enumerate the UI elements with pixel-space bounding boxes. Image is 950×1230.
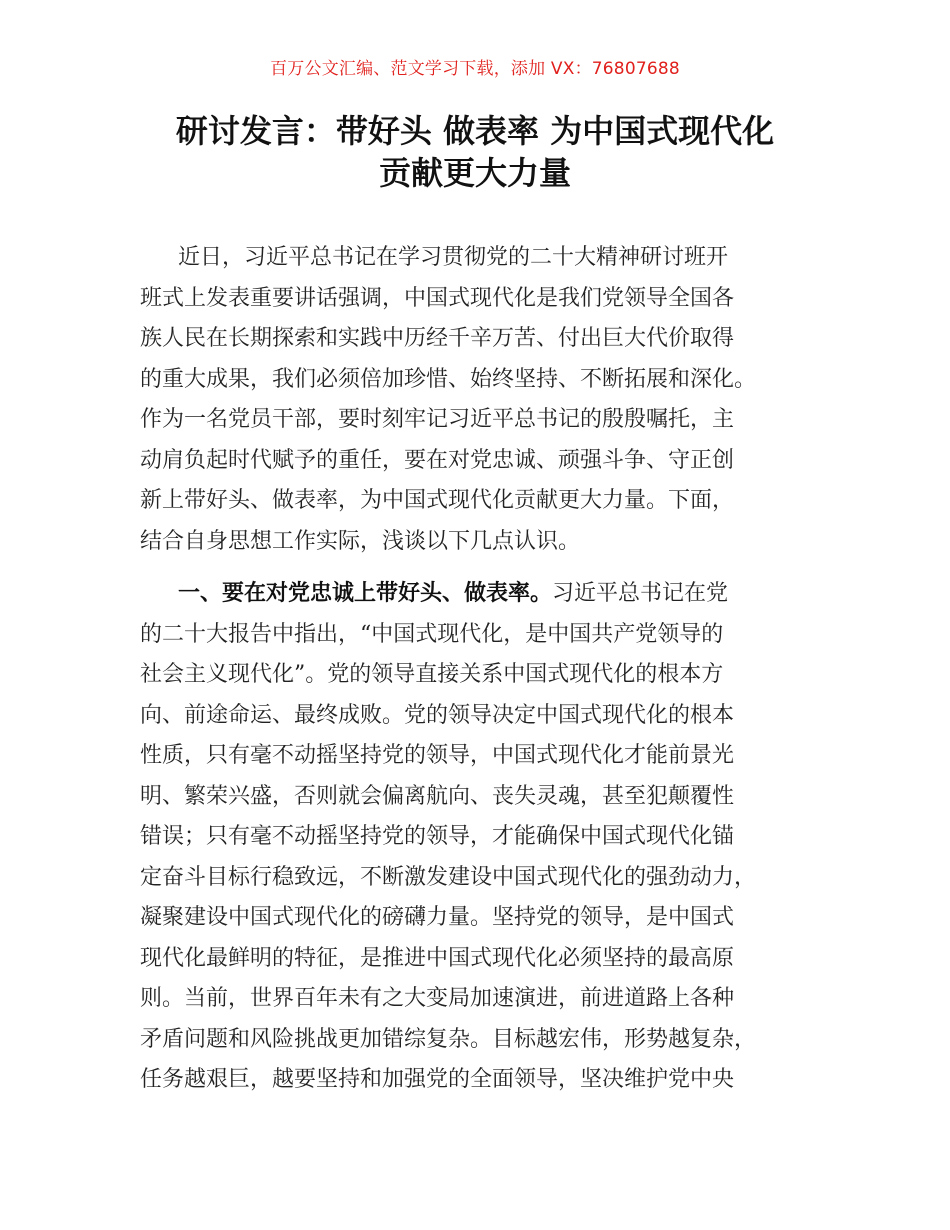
text-line: 矛盾问题和风险挑战更加错综复杂。目标越宏伟，形势越复杂， [140,1026,757,1052]
text-line: 近日，习近平总书记在学习贯彻党的二十大精神研讨班开 [178,245,729,270]
text-line: 现代化最鲜明的特征，是推进中国式现代化必须坚持的最高原 [140,945,735,971]
document-title [90,110,860,194]
text-line: 定奋斗目标行稳致远，不断激发建设中国式现代化的强劲动力， [140,864,757,890]
text-line: 的二十大报告中指出，“中国式现代化，是中国共产党领导的 [140,621,724,647]
title-line-2: 贡献更大力量 [378,154,571,192]
text-line: 社会主义现代化”。党的领导直接关系中国式现代化的根本方 [140,662,724,687]
text-line: 凝聚建设中国式现代化的磅礴力量。坚持党的领导，是中国式 [140,905,735,930]
text-line: 作为一名党员干部，要时刻牢记习近平总书记的殷殷嘱托，主 [140,407,735,432]
text-line: 动肩负起时代赋予的重任，要在对党忠诚、顽强斗争、守正创 [140,447,735,473]
text-line: 的重大成果，我们必须倍加珍惜、始终坚持、不断拓展和深化。 [140,366,757,392]
text-line: 明、繁荣兴盛，否则就会偏离航向、丧失灵魂，甚至犯颠覆性 [140,783,735,809]
text-line: 班式上发表重要讲话强调，中国式现代化是我们党领导全国各 [140,285,735,311]
text-line: 族人民在长期探索和实践中历经千辛万苦、付出巨大代价取得 [140,326,735,351]
text-line: 则。当前，世界百年未有之大变局加速演进，前进道路上各种 [140,986,735,1011]
header-watermark-note: 百万公文汇编、范文学习下载，添加 VX：76807688 [270,59,680,79]
text-line: 性质，只有毫不动摇坚持党的领导，中国式现代化才能前景光 [140,743,735,768]
section-heading: 一、要在对党忠诚上带好头、做表率。 [178,581,553,606]
text-line [140,574,830,615]
text-line: 错误；只有毫不动摇坚持党的领导，才能确保中国式现代化锚 [140,824,735,849]
section-first-line-text: 习近平总书记在党 [552,581,729,606]
paragraph-section-1 [140,574,830,1101]
paragraph-intro [140,238,830,562]
title-line-1: 研讨发言：带好头 做表率 为中国式现代化 [175,112,775,150]
text-line: 新上带好头、做表率，为中国式现代化贡献更大力量。下面， [140,488,735,513]
document-body [140,238,830,1101]
text-line: 向、前途命运、最终成败。党的领导决定中国式现代化的根本 [140,702,735,728]
text-line: 结合自身思想工作实际，浅谈以下几点认识。 [140,528,581,554]
text-line: 任务越艰巨，越要坚持和加强党的全面领导，坚决维护党中央 [140,1067,735,1092]
